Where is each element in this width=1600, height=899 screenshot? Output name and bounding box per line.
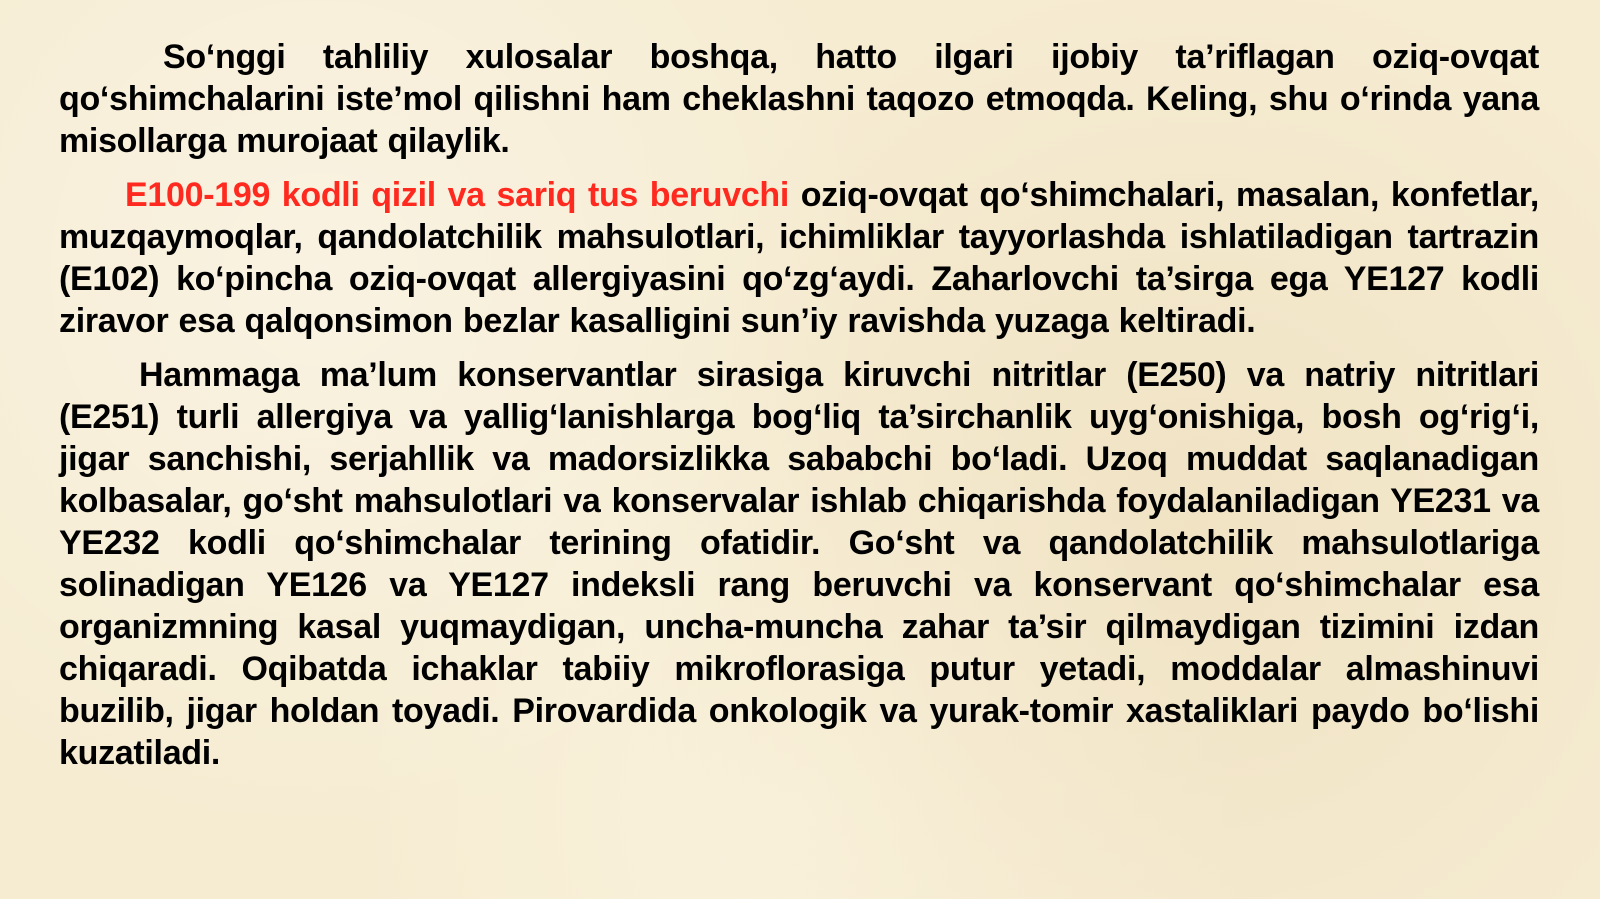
paragraph-3: Hammaga ma’lum konservantlar sirasiga kiruvchi nitritlar (E250) va natriy nitritlari (E251) turli allergiya va yallig‘lanishlarga bog‘liq ta’sirchanlik uyg‘onishiga, bosh og‘rig‘i, jigar sanchishi, serjahllik va madorsizlikka sababchi bo‘ladi. Uzoq muddat saqlanadigan kolbasalar, go‘sht mahsulotlari va konservalar ishlab chiqarishda foydalaniladigan YE231 va YE232 kodli qo‘shimchalar terining ofatidir. Go‘sht va qandolatchilik mahsulotlariga solinadigan YE126 va YE127 indeksli rang beruvchi va konservant qo‘shimchalar esa organizmning kasal yuqmaydigan, uncha-muncha zahar ta’sir qilmaydigan tizimini izdan chiqaradi. Oqibatda ichaklar tabiiy mikroflorasiga putur yetadi, moddalar almashinuvi buzilib, jigar holdan toyadi. Pirovardida onkologik va yurak-tomir xastaliklari paydo bo‘lishi kuzatiladi. <box>59 356 1539 772</box>
paragraph-2 <box>59 174 1539 342</box>
highlighted-phrase: E100-199 kodli qizil va sariq tus beruvchi <box>125 176 790 214</box>
paragraph-1: So‘nggi tahliliy xulosalar boshqa, hatto ilgari ijobiy ta’riflagan oziq-ovqat qo‘shimchalarini iste’mol qilishni ham cheklashni taqozo etmoqda. Keling, shu o‘rinda yana misollarga murojaat qilaylik. <box>59 38 1539 160</box>
slide-content <box>59 36 1539 774</box>
paragraph-2-text: oziq-ovqat qo‘shimchalari, masalan, konfetlar, muzqaymoqlar, qandolatchilik mahsulotlari, ichimliklar tayyorlashda ishlatiladigan tartrazin (E102) ko‘pincha oziq-ovqat allergiyasini qo‘zg‘aydi. Zaharlovchi ta’sirga ega YE127 kodli ziravor esa qalqonsimon bezlar kasalligini sun’iy ravishda yuzaga keltiradi. <box>59 176 1539 340</box>
